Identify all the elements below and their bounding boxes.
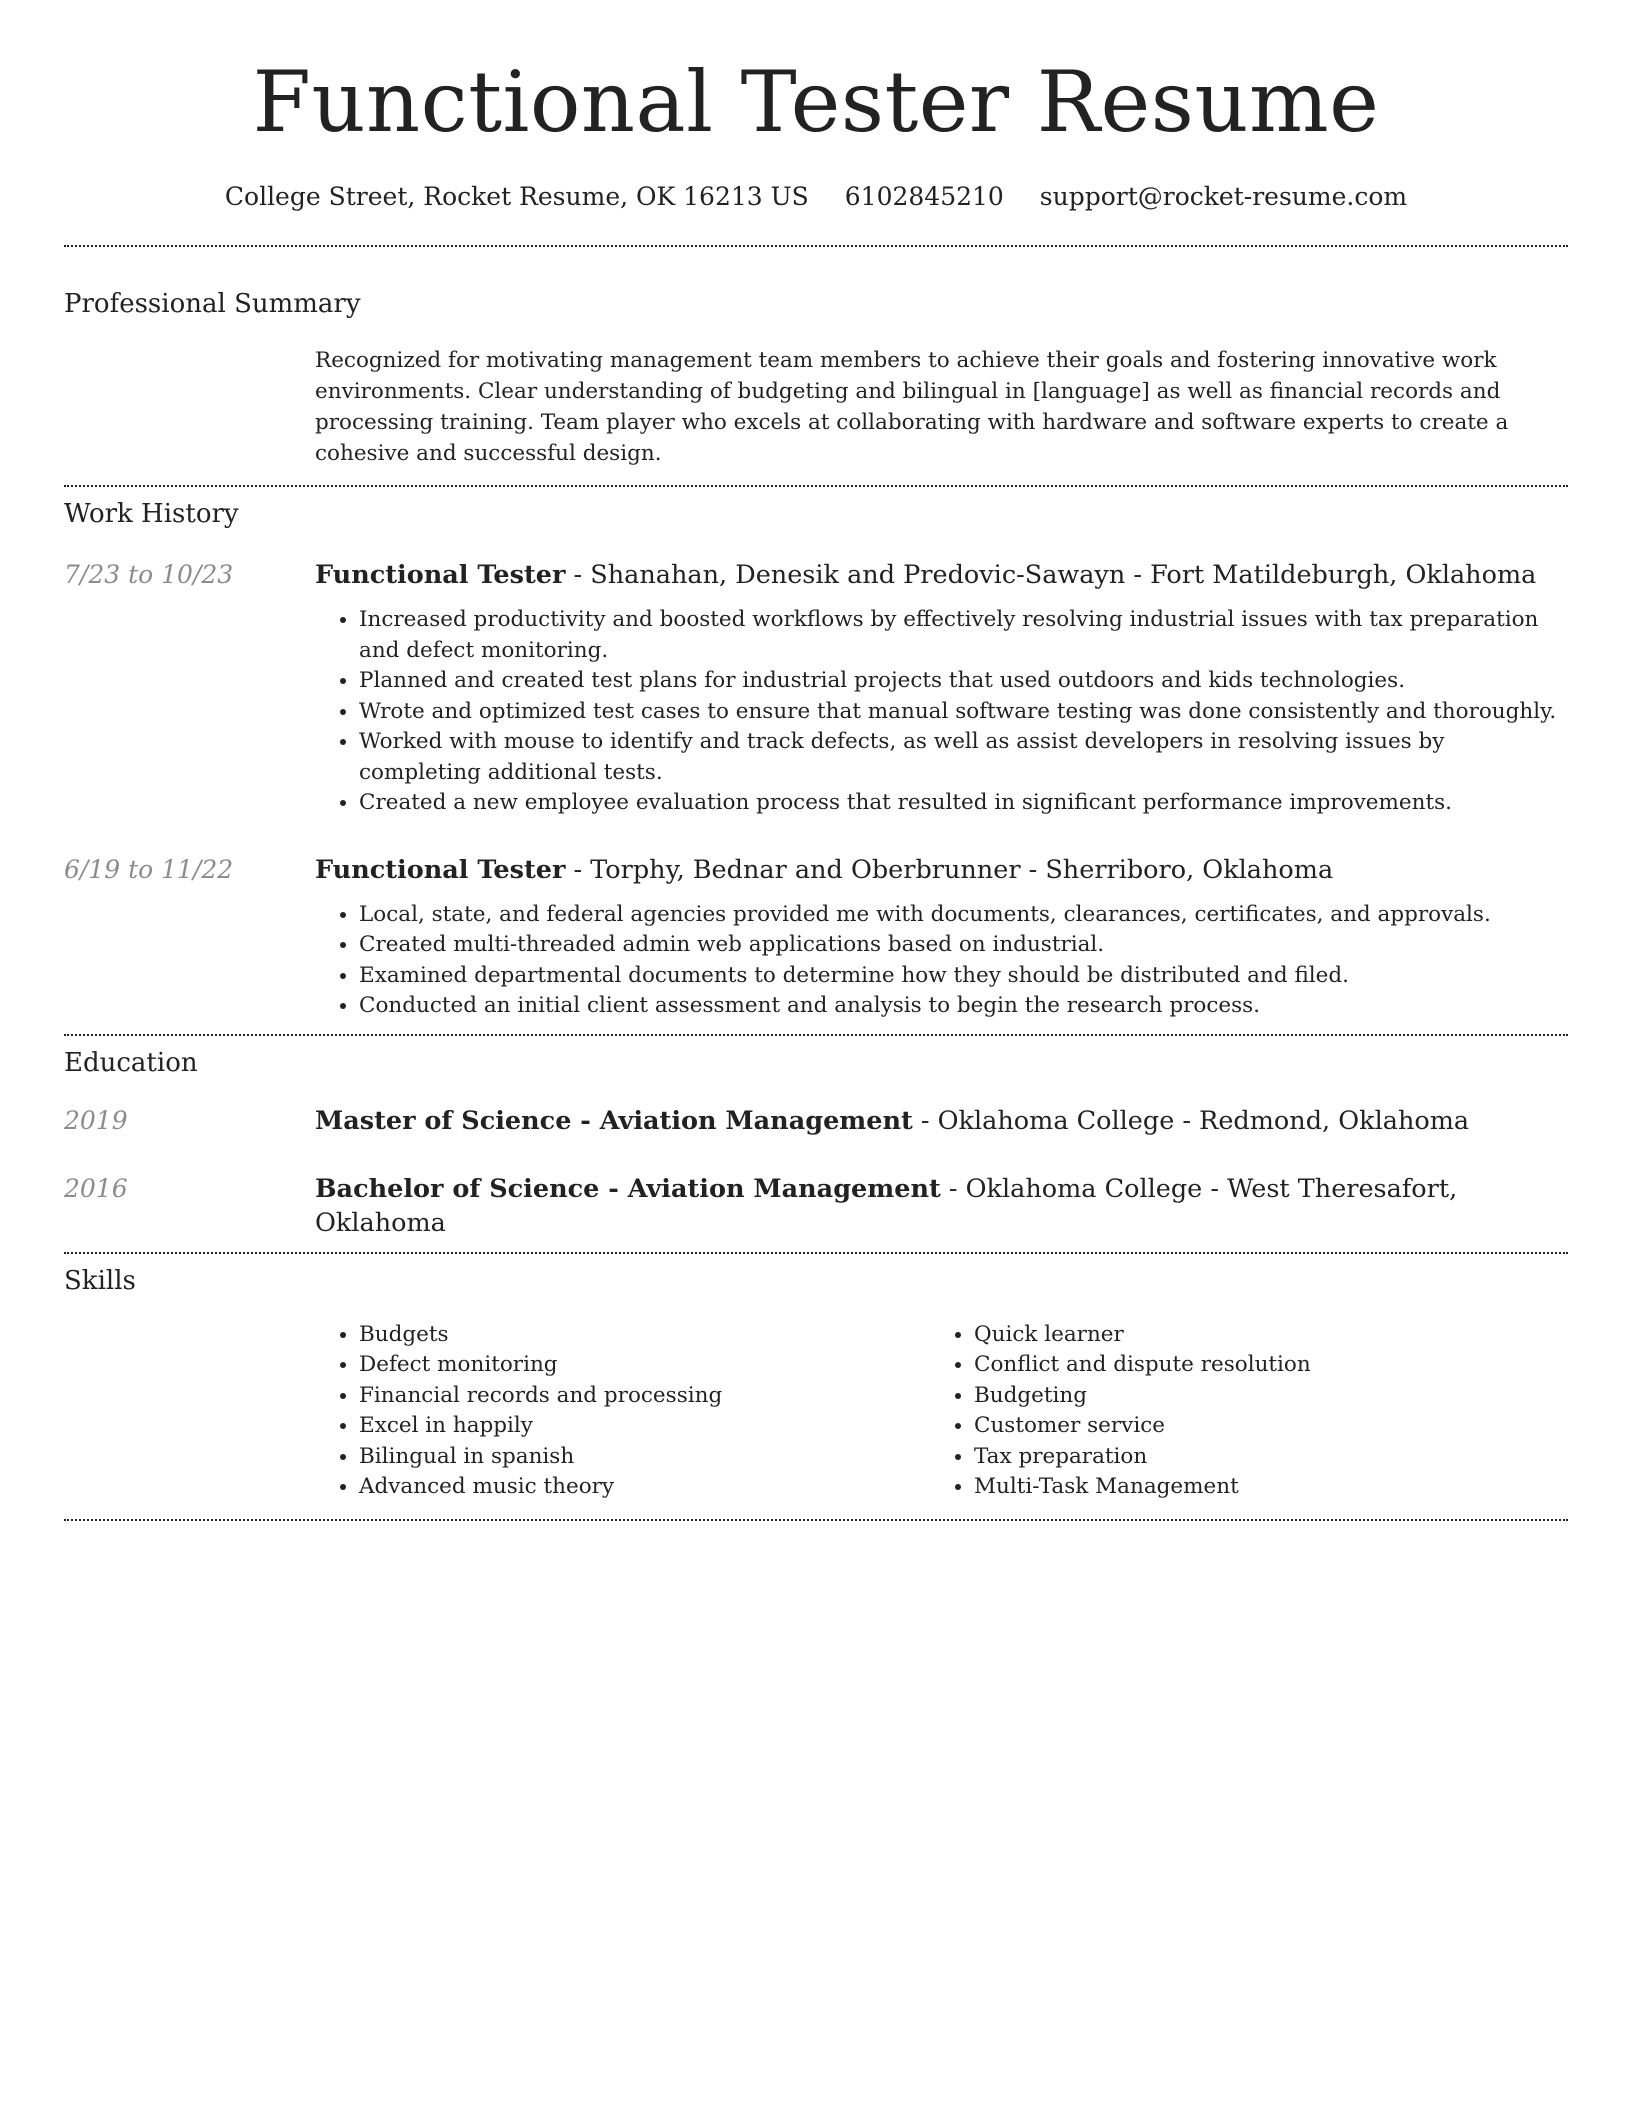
list-item: • Planned and created test plans for industrial projects that used outdoors and kids technologies. bbox=[359, 666, 1568, 697]
job-entry bbox=[64, 853, 1568, 1034]
divider bbox=[64, 245, 1568, 247]
list-item: • Wrote and optimized test cases to ensure that manual software testing was done consistently and thoroughly. bbox=[359, 697, 1568, 728]
job-bullets bbox=[315, 900, 1568, 1034]
list-item: • Customer service bbox=[974, 1411, 1545, 1442]
list-item: • Budgets bbox=[359, 1320, 930, 1351]
section-title-education: Education bbox=[64, 1047, 198, 1078]
job-role: Functional Tester bbox=[315, 560, 566, 590]
list-item: • Defect monitoring bbox=[359, 1350, 930, 1381]
list-item: • Conflict and dispute resolution bbox=[974, 1350, 1545, 1381]
contact-phone: 6102845210 bbox=[844, 182, 1004, 211]
list-item: • Multi-Task Management bbox=[974, 1472, 1545, 1503]
resume-page bbox=[64, 0, 1568, 1521]
education-year: 2019 bbox=[64, 1105, 128, 1135]
job-role: Functional Tester bbox=[315, 854, 566, 885]
job-company: - Shanahan, Denesik and Predovic-Sawayn - Fort Matildeburgh, Oklahoma bbox=[565, 560, 1537, 590]
divider bbox=[64, 1034, 1568, 1036]
list-item: • Increased productivity and boosted workflows by effectively resolving industrial issues with tax preparation and defect monitoring. bbox=[359, 605, 1568, 666]
education-heading bbox=[315, 1104, 1469, 1138]
education-degree: Master of Science - Aviation Management bbox=[315, 1105, 913, 1136]
job-heading bbox=[315, 558, 1568, 592]
resume-title: Functional Tester Resume bbox=[252, 53, 1380, 151]
list-item: • Worked with mouse to identify and track defects, as well as assist developers in resolving issues by completing additional tests. bbox=[359, 727, 1568, 788]
list-item: • Examined departmental documents to determine how they should be distributed and filed. bbox=[359, 961, 1568, 992]
education-degree: Bachelor of Science - Aviation Management bbox=[315, 1173, 941, 1204]
list-item: • Bilingual in spanish bbox=[359, 1442, 930, 1473]
list-item: • Tax preparation bbox=[974, 1442, 1545, 1473]
job-bullets bbox=[315, 605, 1568, 819]
list-item: • Conducted an initial client assessment and analysis to begin the research process. bbox=[359, 991, 1568, 1022]
job-entry bbox=[64, 558, 1568, 819]
list-item: • Quick learner bbox=[974, 1320, 1545, 1351]
list-item: • Financial records and processing bbox=[359, 1381, 930, 1412]
education-entry bbox=[64, 1172, 1568, 1252]
job-dates: 7/23 to 10/23 bbox=[64, 560, 234, 589]
list-item: • Budgeting bbox=[974, 1381, 1545, 1412]
summary-text: Recognized for motivating management team members to achieve their goals and fostering innovative work environments. Clear understanding of budgeting and bilingual in [language] as well as financial records and processing training. Team player who excels at collaborating with hardware and software experts to create a cohesive and successful design. bbox=[315, 348, 1509, 466]
education-school: - Oklahoma College - West Theresafort, Oklahoma bbox=[315, 1173, 1458, 1238]
contact-address: College Street, Rocket Resume, OK 16213 US bbox=[224, 182, 809, 211]
contact-line bbox=[64, 182, 1568, 211]
section-title-work-history: Work History bbox=[64, 499, 239, 529]
list-item: • Advanced music theory bbox=[359, 1472, 930, 1503]
education-school: - Oklahoma College - Redmond, Oklahoma bbox=[912, 1105, 1470, 1136]
skills-column-right bbox=[930, 1320, 1545, 1503]
job-dates: 6/19 to 11/22 bbox=[64, 854, 234, 884]
skills-list bbox=[315, 1320, 1568, 1519]
list-item: • Local, state, and federal agencies provided me with documents, clearances, certificates, and approvals. bbox=[359, 900, 1568, 931]
skills-column-left bbox=[315, 1320, 930, 1503]
job-heading bbox=[315, 853, 1568, 887]
contact-email: support@rocket-resume.com bbox=[1039, 182, 1408, 211]
divider bbox=[64, 1519, 1568, 1521]
job-company: - Torphy, Bednar and Oberbrunner - Sherriboro, Oklahoma bbox=[565, 854, 1334, 885]
section-title-summary: Professional Summary bbox=[64, 289, 361, 319]
list-item: • Created a new employee evaluation process that resulted in significant performance improvements. bbox=[359, 788, 1568, 819]
list-item: • Created multi-threaded admin web applications based on industrial. bbox=[359, 930, 1568, 961]
divider bbox=[64, 485, 1568, 487]
section-title-skills: Skills bbox=[64, 1265, 136, 1296]
education-heading bbox=[315, 1172, 1568, 1240]
education-year: 2016 bbox=[64, 1173, 128, 1203]
education-entry bbox=[64, 1104, 1568, 1138]
divider bbox=[64, 1252, 1568, 1254]
list-item: • Excel in happily bbox=[359, 1411, 930, 1442]
